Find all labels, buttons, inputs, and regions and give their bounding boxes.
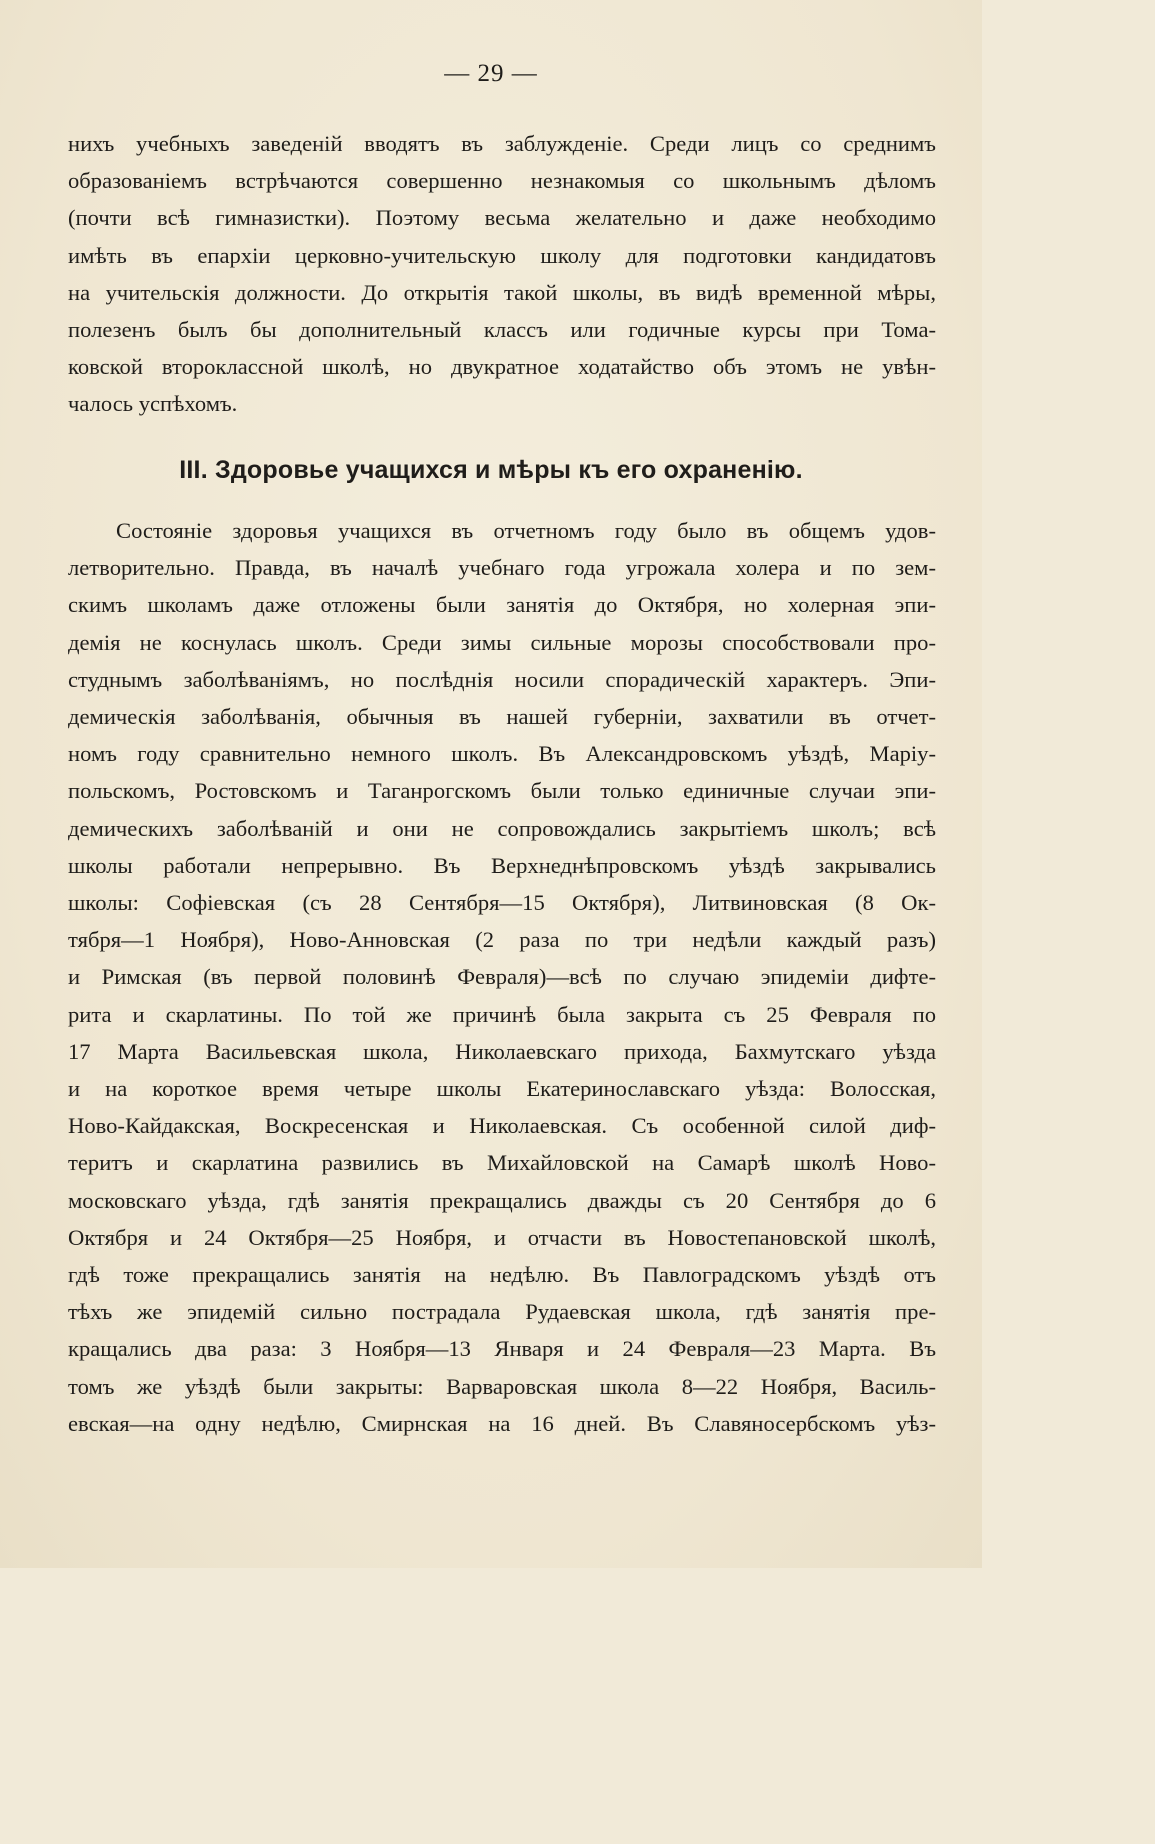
text-line: евская—на одну недѣлю, Смирнская на 16 дней. Въ Славяносербскомъ уѣз- — [68, 1410, 936, 1436]
page-number: — 29 — — [444, 60, 538, 87]
text-line: демическихъ заболѣваній и они не сопровождались закрытіемъ школъ; всѣ — [68, 815, 936, 841]
text-line: скимъ школамъ даже отложены были занятія до Октября, но холерная эпи- — [68, 592, 936, 618]
text-line: тября—1 Ноября), Ново-Анновская (2 раза по три недѣли каждый разъ) — [68, 927, 936, 953]
text-line: демическія заболѣванія, обычныя въ нашей губерніи, захватили въ отчет- — [68, 704, 936, 730]
text-line: (почти всѣ гимназистки). Поэтому весьма желательно и даже необходимо — [68, 205, 936, 231]
text-line: нихъ учебныхъ заведеній вводятъ въ заблужденіе. Среди лицъ со среднимъ — [68, 131, 936, 156]
text-line: томъ же уѣздѣ были закрыты: Варваровская школа 8—22 Ноября, Василь- — [68, 1373, 936, 1399]
section-heading: III. Здоровье учащихся и мѣры къ его охраненію. — [179, 456, 803, 484]
text-line: кращались два раза: 3 Ноября—13 Января и 24 Февраля—23 Марта. Въ — [68, 1336, 936, 1362]
text-line: Октября и 24 Октября—25 Ноября, и отчасти въ Новостепановской школѣ, — [68, 1224, 936, 1250]
text-line: 17 Марта Васильевская школа, Николаевскаго прихода, Бахмутскаго уѣзда — [68, 1038, 936, 1064]
text-line: теритъ и скарлатина развились въ Михайловской на Самарѣ школѣ Ново- — [68, 1150, 936, 1176]
text-line: на учительскія должности. До открытія такой школы, въ видѣ временной мѣры, — [68, 279, 936, 305]
text-line: чалось успѣхомъ. — [68, 391, 238, 417]
text-line: школы: Софіевская (съ 28 Сентября—15 Октября), Литвиновская (8 Ок- — [68, 890, 936, 916]
text-line: школы работали непрерывно. Въ Верхнеднѣпровскомъ уѣздѣ закрывались — [68, 852, 936, 878]
text-line: образованіемъ встрѣчаются совершенно незнакомыя со школьнымъ дѣломъ — [68, 168, 936, 194]
text-line: номъ году сравнительно немного школъ. Въ Александровскомъ уѣздѣ, Маріу- — [68, 741, 936, 767]
text-line: и Римская (въ первой половинѣ Февраля)—всѣ по случаю эпидеміи дифте- — [68, 964, 936, 990]
paragraph-health — [68, 512, 936, 1442]
text-line: тѣхъ же эпидемій сильно пострадала Рудаевская школа, гдѣ занятія пре- — [68, 1299, 936, 1325]
text-line: польскомъ, Ростовскомъ и Таганрогскомъ были только единичные случаи эпи- — [68, 778, 936, 804]
text-line: летворительно. Правда, въ началѣ учебнаго года угрожала холера и по зем- — [68, 555, 936, 581]
text-line: ковской второклассной школѣ, но двукратное ходатайство объ этомъ не увѣн- — [68, 354, 936, 380]
text-line: демія не коснулась школъ. Среди зимы сильные морозы способствовали про- — [68, 629, 936, 655]
paragraph-continuation — [68, 125, 936, 423]
text-line: полезенъ былъ бы дополнительный классъ или годичные курсы при Тома- — [68, 317, 936, 343]
text-line: и на короткое время четыре школы Екатеринославскаго уѣзда: Волосская, — [68, 1076, 936, 1102]
text-line: рита и скарлатины. По той же причинѣ была закрыта съ 25 Февраля по — [68, 1001, 936, 1027]
text-line: студнымъ заболѣваніямъ, но послѣднія носили спорадическій характеръ. Эпи- — [68, 666, 936, 692]
text-line: московскаго уѣзда, гдѣ занятія прекращались дважды съ 20 Сентября до 6 — [68, 1187, 936, 1213]
text-line: имѣть въ епархіи церковно-учительскую школу для подготовки кандидатовъ — [68, 242, 936, 268]
text-line: Состояніе здоровья учащихся въ отчетномъ году было въ общемъ удов- — [116, 518, 936, 543]
text-line: гдѣ тоже прекращались занятія на недѣлю. Въ Павлоградскомъ уѣздѣ отъ — [68, 1262, 936, 1288]
text-line: Ново-Кайдакская, Воскресенская и Николаевская. Съ особенной силой диф- — [68, 1113, 936, 1139]
